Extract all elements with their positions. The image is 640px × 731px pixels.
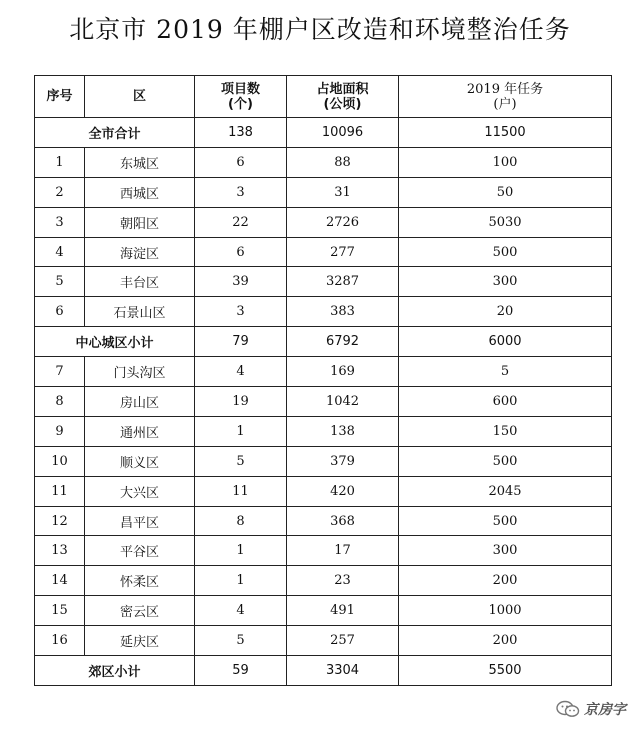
cell-projects: 4 bbox=[195, 596, 287, 626]
table-row bbox=[35, 536, 612, 566]
table-row bbox=[35, 566, 612, 596]
cell-seq: 15 bbox=[35, 596, 85, 626]
cell-seq: 12 bbox=[35, 506, 85, 536]
cell-district: 西城区 bbox=[85, 177, 195, 207]
cell-projects: 138 bbox=[195, 118, 287, 148]
watermark-text: 京房字 bbox=[584, 702, 626, 718]
table-row bbox=[35, 237, 612, 267]
header-district: 区 bbox=[85, 76, 195, 118]
cell-projects: 6 bbox=[195, 147, 287, 177]
task-table bbox=[34, 75, 612, 686]
cell-task: 5500 bbox=[399, 656, 612, 686]
cell-task: 200 bbox=[399, 626, 612, 656]
header-row bbox=[35, 76, 612, 118]
cell-area: 379 bbox=[287, 446, 399, 476]
cell-task: 50 bbox=[399, 177, 612, 207]
cell-area: 17 bbox=[287, 536, 399, 566]
cell-seq: 5 bbox=[35, 267, 85, 297]
header-seq: 序号 bbox=[35, 76, 85, 118]
cell-area: 6792 bbox=[287, 327, 399, 357]
cell-task: 500 bbox=[399, 237, 612, 267]
table-body bbox=[35, 118, 612, 686]
cell-district: 延庆区 bbox=[85, 626, 195, 656]
cell-district: 房山区 bbox=[85, 387, 195, 417]
cell-area: 3304 bbox=[287, 656, 399, 686]
cell-projects: 59 bbox=[195, 656, 287, 686]
cell-seq: 9 bbox=[35, 416, 85, 446]
cell-seq: 2 bbox=[35, 177, 85, 207]
table-row bbox=[35, 207, 612, 237]
cell-district: 平谷区 bbox=[85, 536, 195, 566]
cell-task: 1000 bbox=[399, 596, 612, 626]
cell-seq: 14 bbox=[35, 566, 85, 596]
cell-task: 600 bbox=[399, 387, 612, 417]
cell-area: 23 bbox=[287, 566, 399, 596]
cell-task: 6000 bbox=[399, 327, 612, 357]
cell-area: 491 bbox=[287, 596, 399, 626]
cell-seq: 6 bbox=[35, 297, 85, 327]
cell-task: 500 bbox=[399, 446, 612, 476]
header-projects: 项目数 (个) bbox=[195, 76, 287, 118]
cell-task: 500 bbox=[399, 506, 612, 536]
cell-area: 138 bbox=[287, 416, 399, 446]
cell-projects: 19 bbox=[195, 387, 287, 417]
cell-projects: 1 bbox=[195, 536, 287, 566]
cell-district: 东城区 bbox=[85, 147, 195, 177]
cell-task: 300 bbox=[399, 536, 612, 566]
cell-projects: 11 bbox=[195, 476, 287, 506]
cell-task: 5030 bbox=[399, 207, 612, 237]
cell-seq: 16 bbox=[35, 626, 85, 656]
cell-projects: 8 bbox=[195, 506, 287, 536]
row-label: 郊区小计 bbox=[35, 656, 195, 686]
total-row bbox=[35, 118, 612, 148]
cell-district: 丰台区 bbox=[85, 267, 195, 297]
cell-district: 门头沟区 bbox=[85, 357, 195, 387]
cell-district: 海淀区 bbox=[85, 237, 195, 267]
cell-district: 顺义区 bbox=[85, 446, 195, 476]
cell-area: 257 bbox=[287, 626, 399, 656]
cell-area: 277 bbox=[287, 237, 399, 267]
cell-seq: 13 bbox=[35, 536, 85, 566]
cell-area: 2726 bbox=[287, 207, 399, 237]
cell-seq: 8 bbox=[35, 387, 85, 417]
cell-district: 通州区 bbox=[85, 416, 195, 446]
header-area: 占地面积 (公顷) bbox=[287, 76, 399, 118]
table-row bbox=[35, 177, 612, 207]
cell-district: 昌平区 bbox=[85, 506, 195, 536]
cell-task: 5 bbox=[399, 357, 612, 387]
row-label: 中心城区小计 bbox=[35, 327, 195, 357]
wechat-icon bbox=[556, 700, 580, 718]
cell-area: 1042 bbox=[287, 387, 399, 417]
cell-area: 3287 bbox=[287, 267, 399, 297]
cell-district: 密云区 bbox=[85, 596, 195, 626]
table-row bbox=[35, 506, 612, 536]
cell-area: 169 bbox=[287, 357, 399, 387]
cell-projects: 39 bbox=[195, 267, 287, 297]
cell-area: 31 bbox=[287, 177, 399, 207]
cell-seq: 4 bbox=[35, 237, 85, 267]
cell-task: 150 bbox=[399, 416, 612, 446]
cell-projects: 4 bbox=[195, 357, 287, 387]
cell-projects: 5 bbox=[195, 446, 287, 476]
cell-projects: 79 bbox=[195, 327, 287, 357]
cell-task: 200 bbox=[399, 566, 612, 596]
cell-task: 11500 bbox=[399, 118, 612, 148]
cell-projects: 6 bbox=[195, 237, 287, 267]
table-row bbox=[35, 476, 612, 506]
table-row bbox=[35, 267, 612, 297]
cell-projects: 22 bbox=[195, 207, 287, 237]
cell-projects: 3 bbox=[195, 297, 287, 327]
cell-projects: 3 bbox=[195, 177, 287, 207]
row-label: 全市合计 bbox=[35, 118, 195, 148]
cell-seq: 10 bbox=[35, 446, 85, 476]
cell-district: 朝阳区 bbox=[85, 207, 195, 237]
cell-district: 怀柔区 bbox=[85, 566, 195, 596]
table-row bbox=[35, 596, 612, 626]
cell-area: 420 bbox=[287, 476, 399, 506]
watermark bbox=[556, 699, 626, 719]
header-task: 2019 年任务 (户) bbox=[399, 76, 612, 118]
cell-area: 10096 bbox=[287, 118, 399, 148]
cell-seq: 1 bbox=[35, 147, 85, 177]
page-title: 北京市 2019 年棚户区改造和环境整治任务 bbox=[69, 15, 571, 44]
cell-area: 368 bbox=[287, 506, 399, 536]
cell-task: 2045 bbox=[399, 476, 612, 506]
cell-district: 大兴区 bbox=[85, 476, 195, 506]
table-row bbox=[35, 416, 612, 446]
cell-seq: 7 bbox=[35, 357, 85, 387]
cell-seq: 11 bbox=[35, 476, 85, 506]
cell-projects: 1 bbox=[195, 416, 287, 446]
cell-area: 88 bbox=[287, 147, 399, 177]
central-subtotal-row bbox=[35, 327, 612, 357]
cell-task: 20 bbox=[399, 297, 612, 327]
cell-district: 石景山区 bbox=[85, 297, 195, 327]
cell-task: 100 bbox=[399, 147, 612, 177]
table-row bbox=[35, 147, 612, 177]
cell-area: 383 bbox=[287, 297, 399, 327]
cell-seq: 3 bbox=[35, 207, 85, 237]
table-row bbox=[35, 357, 612, 387]
cell-task: 300 bbox=[399, 267, 612, 297]
table-row bbox=[35, 626, 612, 656]
table-row bbox=[35, 446, 612, 476]
table-row bbox=[35, 387, 612, 417]
cell-projects: 5 bbox=[195, 626, 287, 656]
table-row bbox=[35, 297, 612, 327]
suburban-subtotal-row bbox=[35, 656, 612, 686]
cell-projects: 1 bbox=[195, 566, 287, 596]
